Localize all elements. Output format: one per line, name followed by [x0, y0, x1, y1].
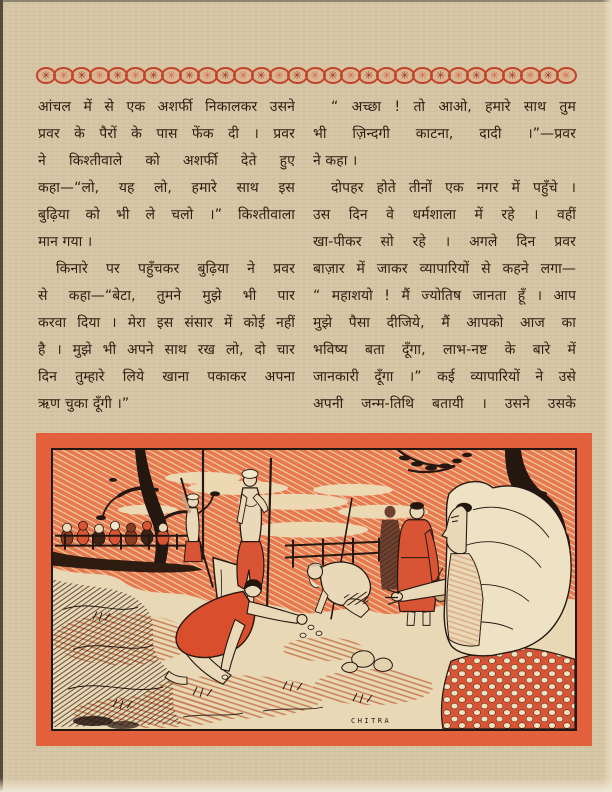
text-line: भी ज़िन्दगी काटना, दादी ।”—प्रवर [313, 126, 576, 142]
scan-edge-left [0, 0, 3, 792]
ornament-motif: ✳ [466, 67, 487, 84]
scan-edge-bottom [0, 778, 612, 792]
ornament-motif: ✳ [358, 67, 379, 84]
text-line: से कहा—“बेटा, तुमने मुझे भी पार [38, 288, 295, 304]
text-line: बुढ़िया को भी ले चलो ।” किश्तीवाला [38, 207, 295, 223]
ornament-motif: ✳ [251, 67, 272, 84]
ornament-motif: ✳ [430, 67, 451, 84]
ornament-motif: ✳ [36, 67, 57, 84]
ornament-motif: ✳ [556, 67, 577, 84]
story-illustration [51, 448, 577, 731]
text-line: उस दिन वे धर्मशाला में रहे । वहीं [313, 207, 576, 223]
ornament-motif: ✳ [161, 67, 182, 84]
scan-edge-right [602, 0, 612, 792]
ornament-motif: ✳ [143, 67, 164, 84]
ornament-motif: ✳ [323, 67, 344, 84]
scan-edge-top [0, 0, 612, 2]
text-line: दोपहर होते तीनों एक नगर में पहुँचे । [331, 180, 576, 196]
text-line: भविष्य बता दूँगा, लाभ-नष्ट के बारे में [313, 342, 576, 358]
text-line: आंचल में से एक अशर्फी निकालकर उसने [38, 99, 295, 115]
text-line: “ अच्छा ! तो आओ, हमारे साथ तुम [331, 99, 576, 115]
text-line: बाज़ार में जाकर व्यापारियों से कहने लगा— [313, 261, 576, 277]
text-column-right [313, 94, 576, 418]
ornament-motif: ✳ [394, 67, 415, 84]
text-line: ने कहा । [313, 153, 358, 169]
text-line: किनारे पर पहुँचकर बुढ़िया ने प्रवर [56, 261, 295, 277]
ornament-motif: ✳ [179, 67, 200, 84]
text-line: कहा—“लो, यह लो, हमारे साथ इस [38, 180, 295, 196]
text-line: करवा दिया । मेरा इस संसार में कोई नहीं [38, 315, 295, 331]
text-line: मान गया । [38, 234, 93, 250]
text-line: है । मुझे भी अपने साथ रख लो, दो चार [38, 342, 295, 358]
text-column-left [38, 94, 295, 418]
text-line: दिन तुम्हारे लिये खाना पकाकर अपना [38, 369, 295, 385]
ornament-motif: ✳ [269, 67, 290, 84]
ornament-motif: ✳ [71, 67, 92, 84]
ornament-motif: ✳ [538, 67, 559, 84]
ornament-motif: ✳ [107, 67, 128, 84]
ornamental-border [37, 64, 575, 86]
ornament-motif: ✳ [305, 67, 326, 84]
ornament-motif: ✳ [376, 67, 397, 84]
ornament-motif: ✳ [215, 67, 236, 84]
artist-signature: CHITRA [351, 717, 392, 726]
text-line: जानकारी दूँगा ।” कई व्यापारियों ने उसे [313, 369, 576, 385]
ornament-motif: ✳ [197, 67, 218, 84]
text-line: प्रवर के पैरों के पास फेंक दी । प्रवर [38, 126, 295, 142]
text-line: ऋण चुका दूँगी ।” [38, 396, 130, 412]
ornament-motif: ✳ [53, 67, 74, 84]
ornament-motif: ✳ [484, 67, 505, 84]
text-line: खा-पीकर सो रहे । अगले दिन प्रवर [313, 234, 576, 250]
ornament-motif: ✳ [287, 67, 308, 84]
ornament-motif: ✳ [89, 67, 110, 84]
ornament-motif: ✳ [340, 67, 361, 84]
story-illustration-frame [36, 433, 592, 746]
ornament-motif: ✳ [448, 67, 469, 84]
text-line: अपनी जन्म-तिथि बतायी । उसने उसके [313, 396, 576, 412]
text-line: “ महाशयो ! मैं ज्योतिष जानता हूँ । आप [313, 288, 576, 304]
ornament-motif: ✳ [125, 67, 146, 84]
polka-dot-sari [441, 648, 575, 729]
text-line: ने किश्तीवाले को अशर्फी देते हुए [38, 153, 295, 169]
text-line: मुझे पैसा दीजिये, मैं आपको आज का [313, 315, 576, 331]
ornament-motif: ✳ [412, 67, 433, 84]
ornament-motif: ✳ [233, 67, 254, 84]
ornament-motif: ✳ [502, 67, 523, 84]
ornament-motif: ✳ [520, 67, 541, 84]
